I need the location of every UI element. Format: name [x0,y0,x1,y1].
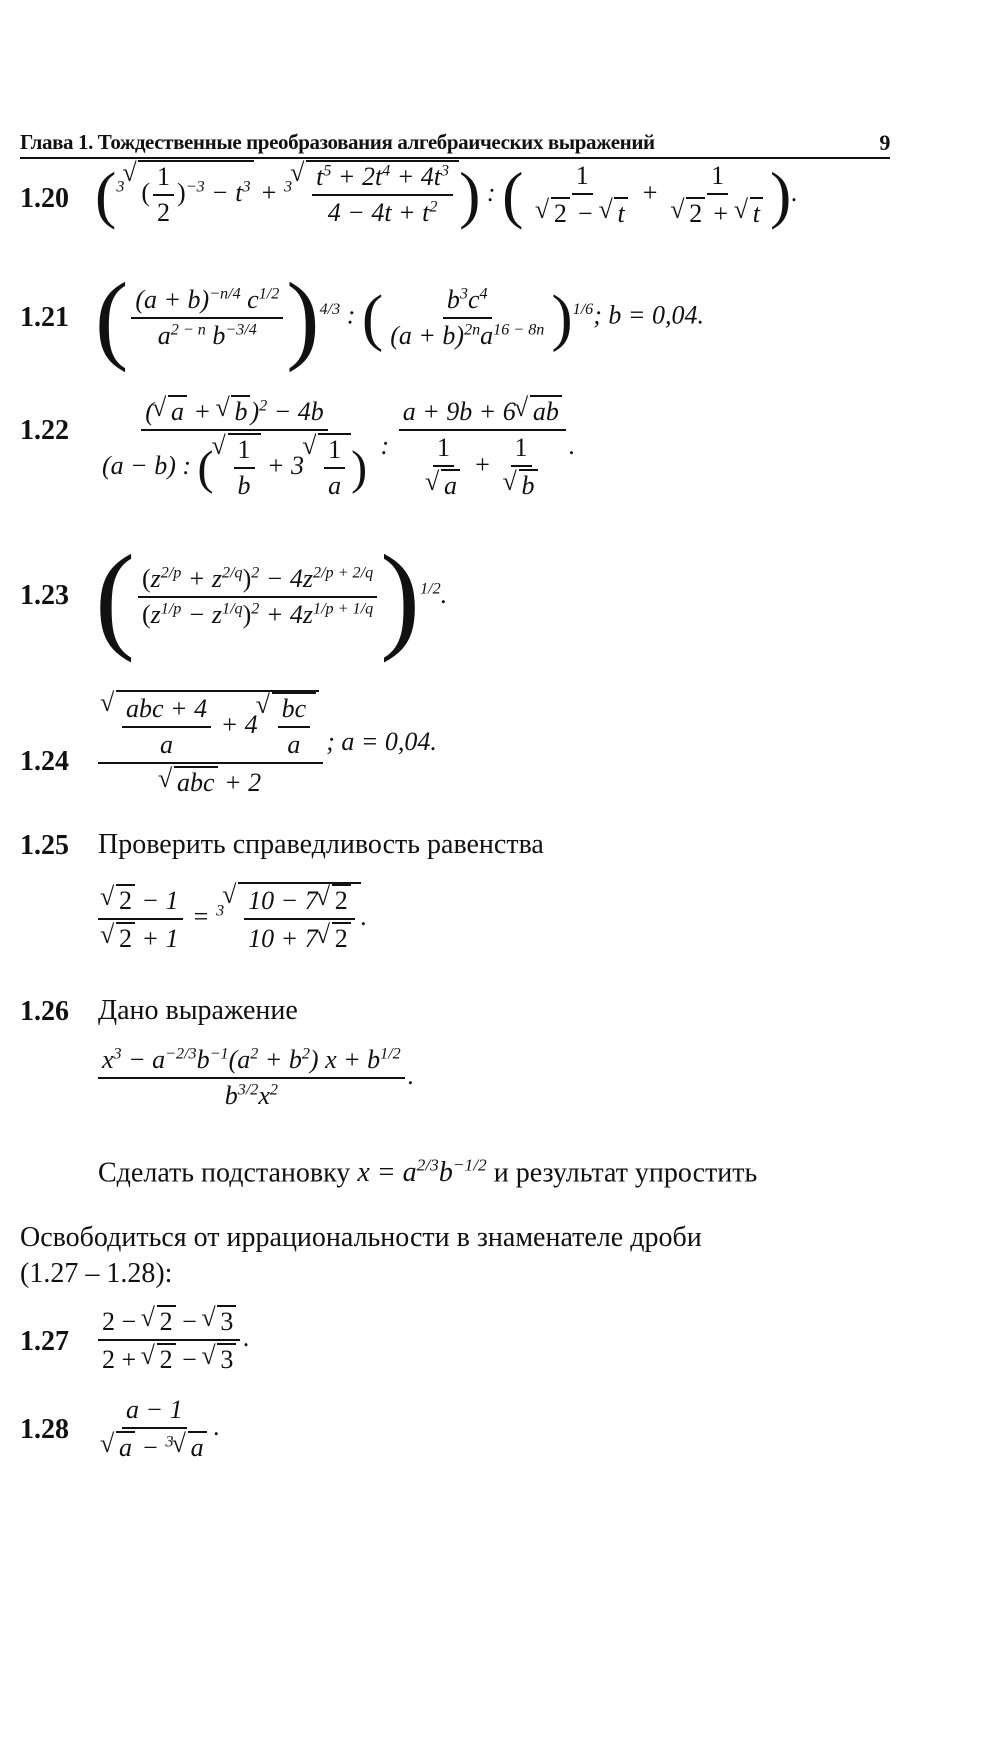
formula-1-26: $\frac{x^3 - a^{-2/3}b^{-1}(a^2 + b^2) x + b^{1/2}}{b^{3/2}x^2}$ . [95,1045,414,1111]
problem-number: 1.23 [20,580,69,611]
condition-b: ; b = 0,04. [593,300,704,330]
problem-number: 1.25 [20,830,69,861]
formula-1-21: ( $\frac{(a + b)^{-n/4} c^{1/2}}{a^{2 - n} b^{-3/4}}$ )$^{4/3}$ : ( $\frac{b^3c^4}{(a + b)^{2n}a^{16 - 8n}}$ )$^{1/6}$; b = 0,04. [95,262,704,373]
formula-1-20: ($^3$√ ( $\frac{1}{2}$ )$^{-3} - t^3 + ^3$ √ $\frac{t^5 + 2t^4 + 4t^3}{4 - 4t + t^2}$ ) : ( 1 √ 2 − √ t + 1 √ 2 + √ t ). [95,158,798,232]
problem-number: 1.20 [20,183,69,214]
formula-1-24: √ $\frac{\text{abc + 4}}{a}$ + 4 √ $\frac{bc}{a}$ √ abc + 2 ; a = 0,04. [95,690,437,798]
page-number: 9 [879,130,890,155]
substitution-text-b: и результат упростить [486,1157,758,1189]
formula-1-27: $\frac{2 - √ 2 - √ 3}{2 + √ 2 - √ 3}$ . [95,1305,250,1375]
formula-1-22: (√ a + √ b )$^2$ − 4b (a − b) : ( √ $\frac{1}{b}$ + 3 √ $\frac{1}{a}$ ) : a + 9b + 6√ ab 1 √ a + 1 √ b . [95,395,575,501]
substitution-text-a: Сделать подстановку [98,1157,358,1189]
problem-number: 1.28 [20,1414,69,1445]
instruction-text: Проверить справедливость равенства [98,829,544,860]
problem-number: 1.24 [20,746,69,777]
formula-1-23: ( $\frac{(z^{2/p} + z^{2/q})^2 - 4z^{2/p + 2/q}}{(z^{1/p} - z^{1/q})^2 + 4z^{1/p + 1/q}}$ )$^{1/2}$. [95,530,448,663]
section-range: (1.27 – 1.28): [20,1258,173,1289]
running-header [20,130,890,159]
problem-number: 1.21 [20,302,69,333]
instruction-text: Дано выражение [98,995,298,1026]
section-instruction: Освободиться от иррациональности в знаменателе дроби [20,1222,702,1253]
substitution-line: Сделать подстановку $x = a^{2/3}b^{-1/2}$ и результат упростить [98,1156,758,1189]
formula-1-28: a − 1 √ a − $^3$√ a . [95,1395,220,1463]
chapter-title: Глава 1. Тождественные преобразования алгебраических выражений [20,130,655,154]
condition-a: ; a = 0,04. [326,726,437,756]
problem-number: 1.22 [20,415,69,446]
problem-number: 1.26 [20,996,69,1027]
problem-number: 1.27 [20,1326,69,1357]
formula-1-25: √ 2 − 1 √ 2 + 1 = $^3$ √ $\frac{10 - 7√ 2}{10 + 7√ 2}$ . [95,882,367,954]
